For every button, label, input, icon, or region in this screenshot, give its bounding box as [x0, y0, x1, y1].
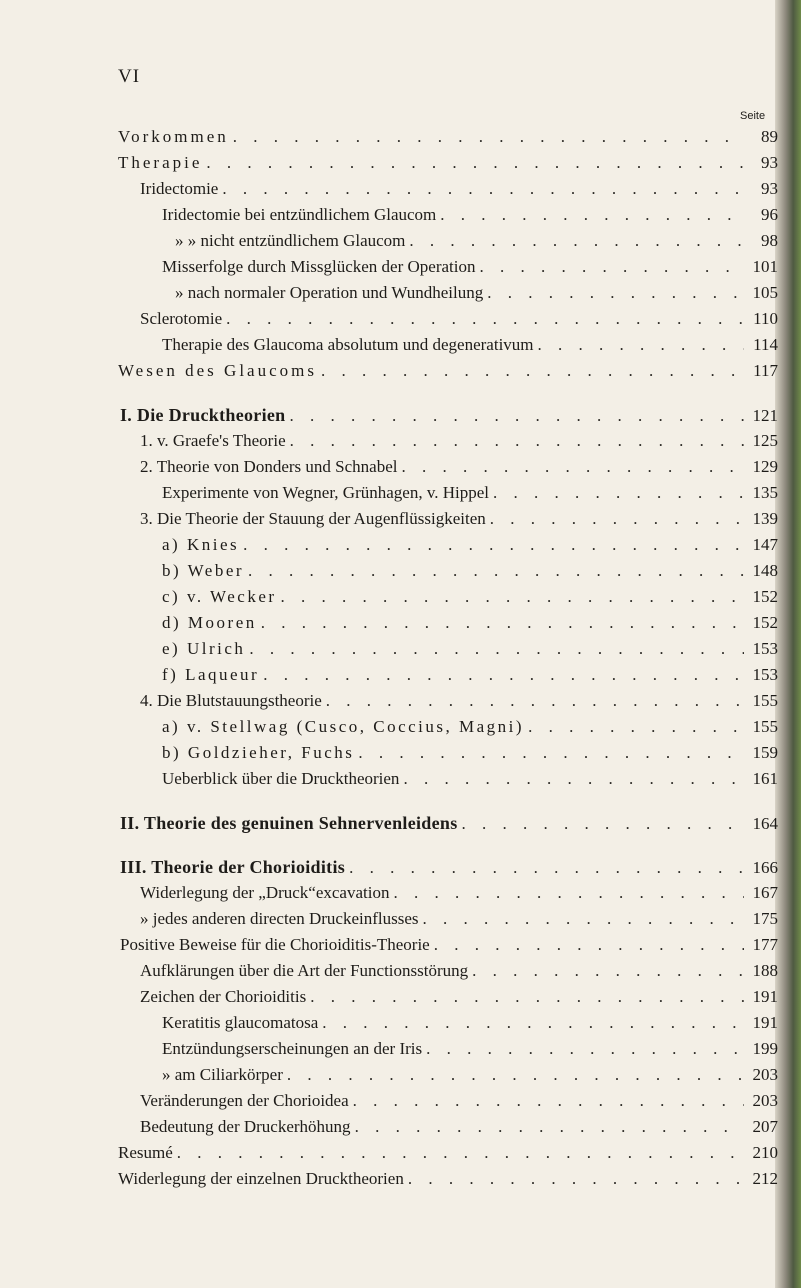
toc-entry: a) v. Stellwag (Cusco, Coccius, Magni) . . . 155 — [162, 714, 778, 740]
toc-entry: Iridectomie bei entzündlichem Glaucom . . . 96 — [162, 202, 778, 228]
toc-entry: Entzündungserscheinungen an der Iris . . . 199 — [162, 1036, 778, 1062]
page-number: VI — [118, 66, 141, 87]
toc-entry: f) Laqueur . . . 153 — [162, 662, 778, 688]
toc-entry: Therapie . . . 93 — [118, 150, 778, 176]
toc-entry: Positive Beweise für die Chorioiditis-Theorie . . . 177 — [120, 932, 778, 958]
toc-entry: » » nicht entzündlichem Glaucom . . . 98 — [175, 228, 778, 254]
column-header-seite: Seite — [740, 110, 766, 122]
toc-entry: 4. Die Blutstauungstheorie . . . 155 — [140, 688, 778, 714]
toc-part-heading: I. Die Drucktheorien . . . 121 — [120, 402, 778, 428]
toc-entry: Sclerotomie . . . 110 — [140, 306, 778, 332]
toc-entry: » nach normaler Operation und Wundheilung . . . 105 — [175, 280, 778, 306]
toc-entry: e) Ulrich . . . 153 — [162, 636, 778, 662]
toc-part-heading: III. Theorie der Chorioiditis . . . 166 — [120, 854, 778, 880]
toc-entry: a) Knies . . . 147 — [162, 532, 778, 558]
toc-entry: Therapie des Glaucoma absolutum und degenerativum . . . 114 — [162, 332, 778, 358]
toc-entry: » jedes anderen directen Druckeinflusses . . . 175 — [140, 906, 778, 932]
toc-entry: Wesen des Glaucoms . . . 117 — [118, 358, 778, 384]
toc-entry: Veränderungen der Chorioidea . . . 203 — [140, 1088, 778, 1114]
toc-entry: c) v. Wecker . . . 152 — [162, 584, 778, 610]
toc-entry: Misserfolge durch Missglücken der Operation . . . 101 — [162, 254, 778, 280]
toc-entry: 1. v. Graefe's Theorie . . . 125 — [140, 428, 778, 454]
page-edge — [775, 0, 801, 1288]
toc-entry: Resumé . . . 210 — [118, 1140, 778, 1166]
toc-entry: b) Weber . . . 148 — [162, 558, 778, 584]
toc-entry: Vorkommen . . . 89 — [118, 124, 778, 150]
toc-entry: Keratitis glaucomatosa . . . 191 — [162, 1010, 778, 1036]
toc-entry: Aufklärungen über die Art der Functionsstörung . . . 188 — [140, 958, 778, 984]
toc-entry: d) Mooren . . . 152 — [162, 610, 778, 636]
toc-entry: Widerlegung der einzelnen Drucktheorien . . . 212 — [118, 1166, 778, 1192]
toc-entry: b) Goldzieher, Fuchs . . . 159 — [162, 740, 778, 766]
toc-entry: 3. Die Theorie der Stauung der Augenflüssigkeiten . . . 139 — [140, 506, 778, 532]
toc-entry: 2. Theorie von Donders und Schnabel . . . 129 — [140, 454, 778, 480]
toc-entry: Widerlegung der „Druck“excavation . . . 167 — [140, 880, 778, 906]
toc-entry: Bedeutung der Druckerhöhung . . . 207 — [140, 1114, 778, 1140]
toc-entry: Iridectomie . . . 93 — [140, 176, 778, 202]
toc-part-heading: II. Theorie des genuinen Sehnervenleidens . . . 164 — [120, 810, 778, 836]
toc-entry: » am Ciliarkörper . . . 203 — [162, 1062, 778, 1088]
toc-entry: Experimente von Wegner, Grünhagen, v. Hippel . . . 135 — [162, 480, 778, 506]
toc-entry: Zeichen der Chorioiditis . . . 191 — [140, 984, 778, 1010]
toc-entry: Ueberblick über die Drucktheorien . . . 161 — [162, 766, 778, 792]
